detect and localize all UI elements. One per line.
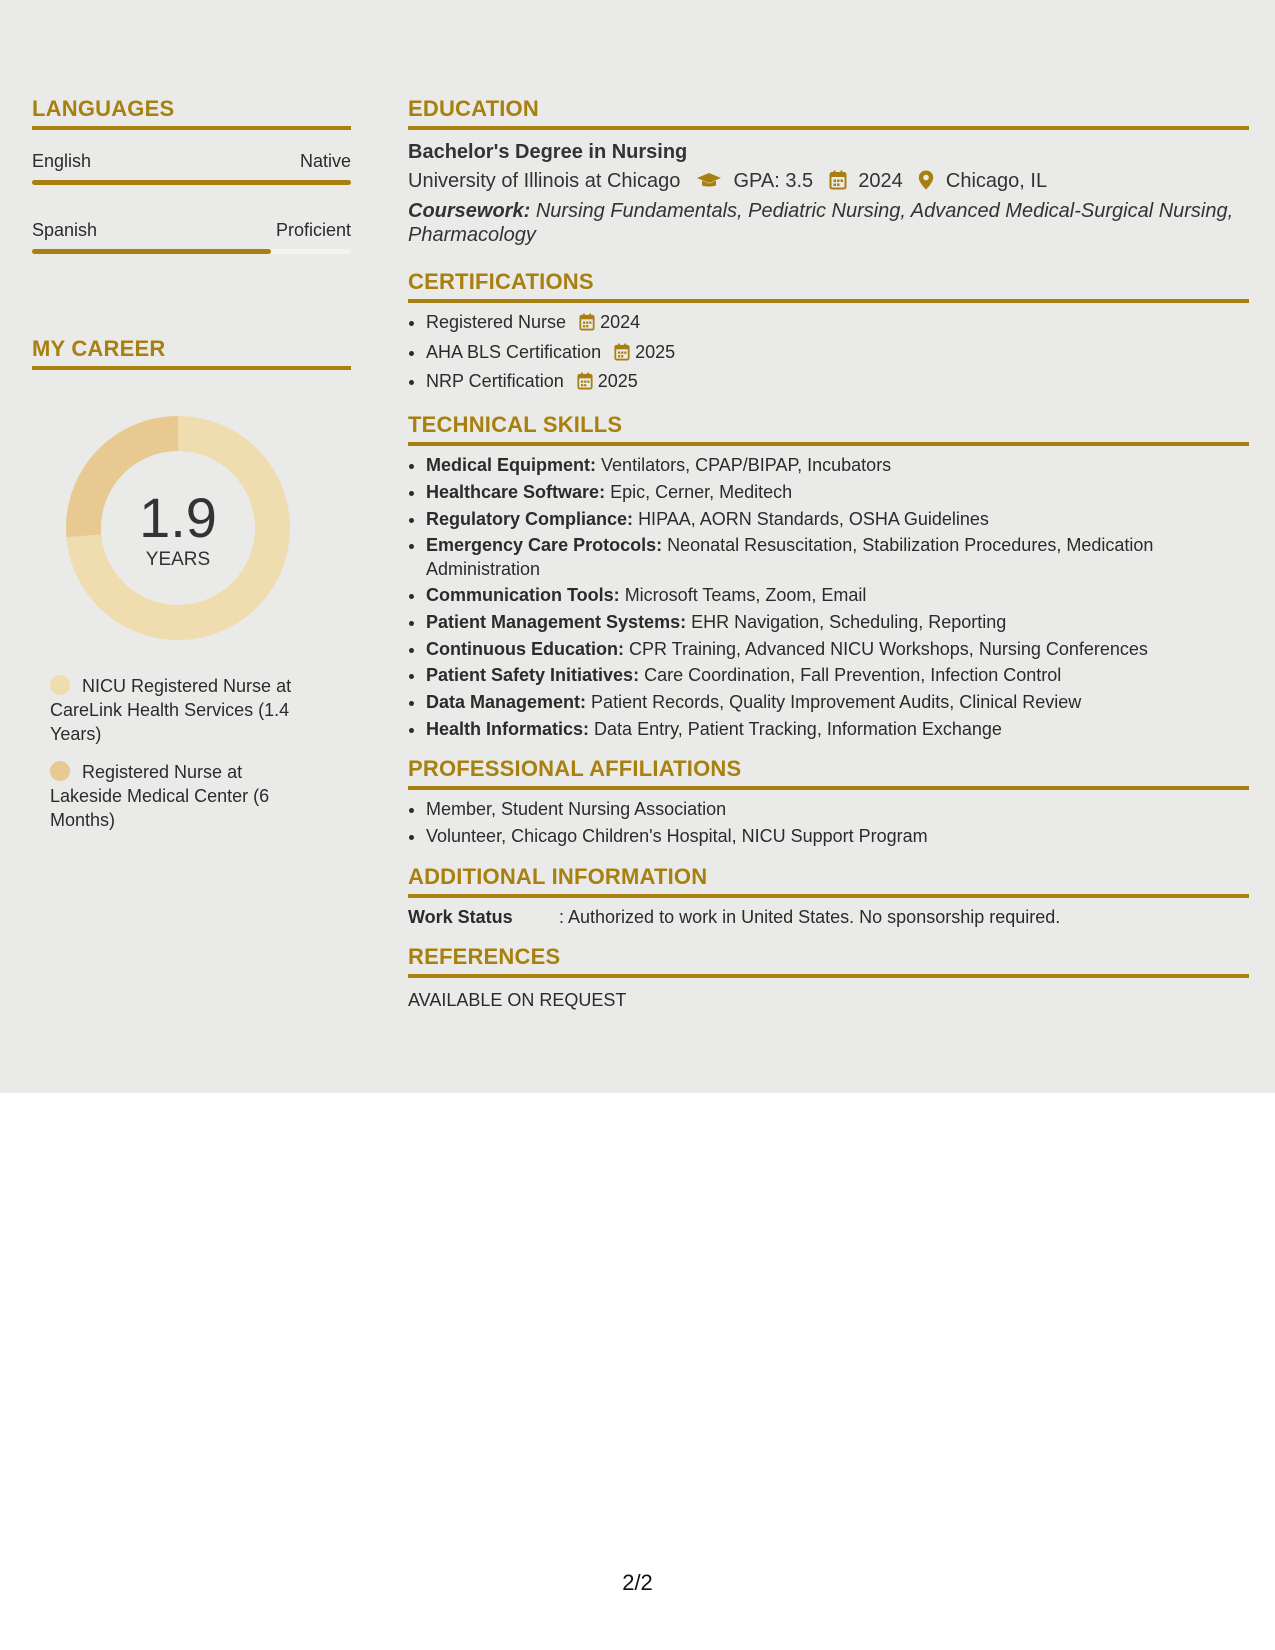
gpa: GPA: 3.5 (733, 170, 814, 192)
graduation-year: 2024 (858, 170, 903, 192)
career-total-years: 1.9 (139, 486, 217, 549)
skill-value: Ventilators, CPAP/BIPAP, Incubators (601, 455, 892, 476)
certifications-rule (408, 299, 1249, 303)
affiliations-section (408, 756, 1249, 849)
location-pin-icon (918, 169, 934, 199)
career-years-unit: YEARS (145, 549, 211, 570)
career-section (32, 336, 351, 370)
skill-value: Data Entry, Patient Tracking, Information Exchange (594, 718, 1002, 739)
skills-list (408, 452, 1249, 742)
calendar-icon (614, 342, 630, 369)
skill-label: Regulatory Compliance: (426, 508, 634, 529)
affiliations-heading: PROFESSIONAL AFFILIATIONS (408, 756, 742, 782)
affiliation-item: • Member, Student Nursing Association (426, 796, 1249, 823)
skill-label: Emergency Care Protocols: (426, 535, 663, 556)
graduation-cap-icon (696, 169, 722, 199)
language-name: English (32, 151, 92, 171)
skill-label: Communication Tools: (426, 585, 620, 606)
skill-item (426, 662, 1249, 689)
language-item-spanish (32, 219, 351, 254)
certification-year: 2025 (635, 341, 676, 362)
technical-skills-rule (408, 442, 1249, 446)
certification-item (426, 368, 1249, 398)
skill-value: Patient Records, Quality Improvement Audits, Clinical Review (591, 692, 1082, 713)
affiliation-item: • Volunteer, Chicago Children's Hospital, NICU Support Program (426, 823, 1249, 850)
skill-value: Neonatal Resuscitation, Stabilization Procedures, Medication Administration (426, 535, 1154, 580)
education-heading: EDUCATION (408, 96, 539, 121)
additional-info-section (408, 864, 1249, 930)
career-legend-item (50, 760, 310, 832)
technical-skills-heading: TECHNICAL SKILLS (408, 412, 623, 438)
certification-name: AHA BLS Certification (426, 341, 602, 362)
skill-item (426, 532, 1249, 582)
languages-section (32, 96, 351, 254)
skill-label: Patient Management Systems: (426, 611, 687, 632)
affiliations-rule (408, 786, 1249, 790)
additional-info-rule (408, 894, 1249, 898)
page-number: 2/2 (622, 1570, 653, 1595)
technical-skills-section (408, 412, 1249, 742)
career-rule (32, 366, 351, 370)
certification-year: 2024 (600, 312, 641, 332)
language-proficiency-bar (32, 180, 351, 185)
legend-swatch (50, 675, 70, 695)
language-name: Spanish (32, 220, 98, 240)
calendar-icon (829, 169, 847, 199)
languages-heading: LANGUAGES (32, 96, 175, 121)
skill-item (426, 716, 1249, 743)
language-level: Native (299, 151, 351, 171)
language-level: Proficient (275, 220, 351, 240)
language-proficiency-fill (32, 249, 271, 254)
degree-title: Bachelor's Degree in Nursing (408, 141, 688, 163)
skill-value: EHR Navigation, Scheduling, Reporting (691, 611, 1007, 632)
skill-label: Health Informatics: (426, 718, 590, 739)
skill-item (426, 636, 1249, 663)
references-rule (408, 974, 1249, 978)
language-proficiency-bar (32, 249, 351, 254)
certification-year: 2025 (597, 371, 638, 392)
skill-label: Patient Safety Initiatives: (426, 665, 640, 686)
career-heading: MY CAREER (32, 336, 166, 361)
references-text: AVAILABLE ON REQUEST (408, 989, 627, 1010)
education-details (408, 166, 1249, 199)
certification-name: Registered Nurse (426, 312, 567, 332)
certifications-section (408, 269, 1249, 398)
skill-label: Healthcare Software: (426, 481, 606, 502)
language-proficiency-fill (32, 180, 351, 185)
coursework-label: Coursework: (408, 200, 531, 222)
skill-value: HIPAA, AORN Standards, OSHA Guidelines (638, 508, 989, 529)
skill-item (426, 452, 1249, 479)
languages-rule (32, 126, 351, 130)
certification-item (426, 309, 1249, 339)
skill-item (426, 609, 1249, 636)
skill-label: Medical Equipment: (426, 455, 597, 476)
certification-item (426, 339, 1249, 369)
school-name: University of Illinois at Chicago (408, 170, 681, 192)
skill-item (426, 479, 1249, 506)
language-item-english (32, 150, 351, 185)
additional-info-heading: ADDITIONAL INFORMATION (408, 863, 708, 889)
work-status-label: Work Status (408, 906, 513, 927)
coursework (408, 199, 1249, 247)
skill-label: Data Management: (426, 692, 587, 713)
skill-value: Epic, Cerner, Meditech (610, 481, 793, 502)
skill-value: Care Coordination, Fall Prevention, Infection Control (644, 665, 1062, 686)
skill-item (426, 689, 1249, 716)
skill-item (426, 506, 1249, 533)
skill-value: Microsoft Teams, Zoom, Email (624, 585, 867, 606)
coursework-list: Nursing Fundamentals, Pediatric Nursing, Advanced Medical-Surgical Nursing, Pharmacology (408, 200, 1234, 246)
certifications-heading: CERTIFICATIONS (408, 269, 594, 294)
calendar-icon (577, 371, 593, 398)
education-rule (408, 126, 1249, 130)
school-location: Chicago, IL (945, 170, 1048, 192)
right-column (408, 96, 1249, 1012)
legend-swatch (50, 761, 70, 781)
skill-label: Continuous Education: (426, 638, 624, 659)
references-section (408, 944, 1249, 1012)
left-column (32, 96, 351, 830)
work-status-row (408, 904, 1249, 930)
legend-label: NICU Registered Nurse at CareLink Health Services (1.4 Years) (50, 676, 292, 744)
career-legend-item (50, 674, 310, 746)
skill-item (426, 582, 1249, 609)
legend-label: Registered Nurse at Lakeside Medical Center (6 Months) (50, 762, 270, 830)
career-donut-chart (66, 416, 290, 640)
certification-name: NRP Certification (426, 371, 564, 392)
skill-value: CPR Training, Advanced NICU Workshops, Nursing Conferences (629, 638, 1148, 659)
references-heading: REFERENCES (408, 943, 561, 969)
work-status-value: : Authorized to work in United States. No sponsorship required. (559, 906, 1061, 927)
education-section (408, 96, 1249, 247)
calendar-icon (579, 312, 595, 339)
